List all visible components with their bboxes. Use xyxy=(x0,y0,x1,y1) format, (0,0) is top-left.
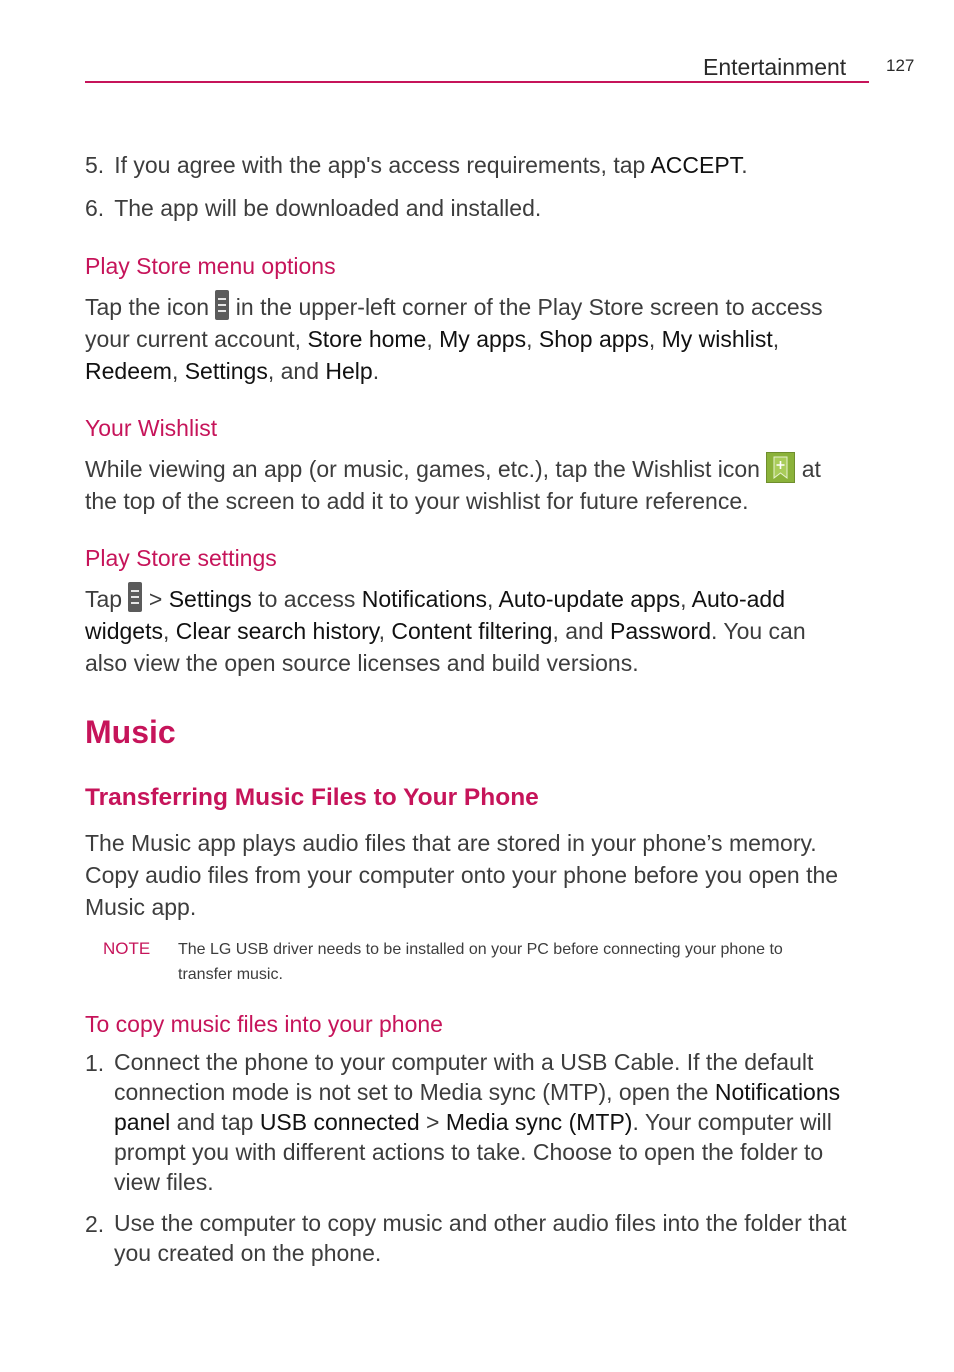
step-6: 6. The app will be downloaded and installed. xyxy=(85,195,542,221)
copy-heading: To copy music files into your phone xyxy=(85,1011,443,1037)
copy-step-1: Connect the phone to your computer with a USB Cable. If the default connection mode is not set to Media sync (MTP), open the Notifications panel and tap USB connected > Media sync (MTP). Your computer will prompt you with different actions to take. Choose to open the folder to view files. xyxy=(114,1049,841,1195)
copy-step-2-number: 2. xyxy=(85,1211,105,1237)
step-5: 5. If you agree with the app's access requirements, tap ACCEPT. xyxy=(85,152,748,178)
menu-icon xyxy=(128,582,142,612)
store-settings-heading: Play Store settings xyxy=(85,545,277,571)
section-title: Entertainment xyxy=(703,54,847,80)
header-divider xyxy=(85,81,869,83)
music-title: Music xyxy=(85,714,176,750)
music-intro-paragraph: The Music app plays audio files that are stored in your phone’s memory. Copy audio files from your computer onto your phone before you open the Music app. xyxy=(85,830,839,920)
menu-options-heading: Play Store menu options xyxy=(85,253,336,279)
wishlist-paragraph: While viewing an app (or music, games, etc.), tap the Wishlist icon at the top of the screen to add it to your wishlist for future reference. xyxy=(85,452,875,517)
transfer-heading: Transferring Music Files to Your Phone xyxy=(85,784,539,811)
store-settings-paragraph: Tap > Settings to access Notifications, Auto-update apps, Auto-add widgets, Clear search history, Content filtering, and Password. You can also view the open source licenses and build versions. xyxy=(85,582,875,679)
note-label: NOTE xyxy=(103,939,151,958)
copy-step-2: Use the computer to copy music and other audio files into the folder that you created on the phone. xyxy=(114,1210,847,1266)
menu-icon xyxy=(215,290,229,320)
wishlist-icon xyxy=(766,452,795,483)
page-number: 127 xyxy=(886,56,915,75)
menu-options-paragraph: Tap the icon in the upper-left corner of the Play Store screen to access your current account, Store home, My apps, Shop apps, My wishlist, Redeem, Settings, and Help. xyxy=(85,290,875,387)
copy-step-1-number: 1. xyxy=(85,1050,105,1076)
note-text: The LG USB driver needs to be installed on your PC before connecting your phone to transfer music. xyxy=(178,941,783,983)
wishlist-heading: Your Wishlist xyxy=(85,415,218,441)
